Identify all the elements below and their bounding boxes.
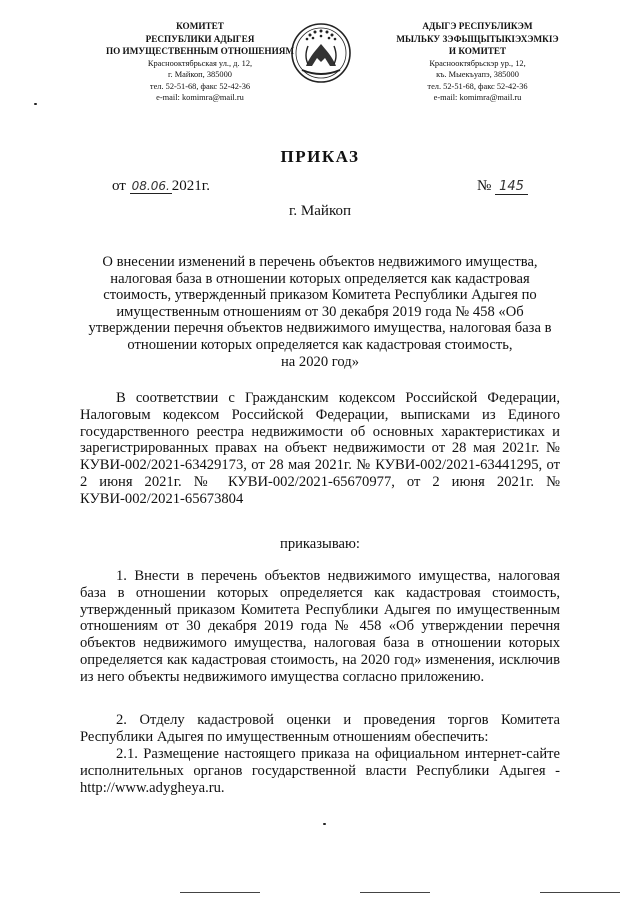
org-name-ady-line1: АДЫГЭ РЕСПУБЛИКЭМ [422, 21, 533, 31]
org-name-ady-line3: И КОМИТЕТ [448, 46, 507, 56]
item-2-1-paragraph [80, 746, 560, 796]
email-ru: e-mail: komimra@mail.ru [156, 93, 244, 102]
item-2-paragraph [80, 712, 560, 746]
address-ru-line2: г. Майкоп, 385000 [168, 70, 232, 79]
date-prefix: от [112, 178, 126, 194]
item-2-1-text: 2.1. Размещение настоящего приказа на официальном интернет-сайте исполнительных органов государственной власти Республики Адыгея - http://www.adygheya.ru. [80, 746, 560, 796]
scan-artifact-line [540, 892, 620, 893]
item-1-text: 1. Внести в перечень объектов недвижимого имущества, налоговая база в отношении которых определяется как кадастровая стоимость, утвержденный приказом Комитета Республики Адыгея по имущественным отношениям от 30 декабря 2019 года № 458 «Об утверждении перечня объектов недвижимого имущества, налоговая база в отношении которых определяется как кадастровая стоимость, на 2020 год» изменения, исключив из него объекты недвижимого имущества согласно приложению. [80, 568, 560, 685]
scan-artifact-line [360, 892, 430, 893]
header-right-block [375, 20, 580, 104]
scan-speck [34, 103, 37, 105]
document-number [477, 178, 528, 195]
header-left-block [95, 20, 305, 104]
document-subject [80, 254, 560, 370]
date-year: 2021г. [171, 178, 210, 194]
adygea-emblem-icon [290, 22, 352, 84]
org-name-ru-line3: ПО ИМУЩЕСТВЕННЫМ ОТНОШЕНИЯМ [105, 46, 295, 56]
document-date [112, 178, 210, 195]
org-name-ru-line2: РЕСПУБЛИКИ АДЫГЕЯ [145, 33, 255, 44]
subject-line: отношении которых определяется как кадастровая стоимость, [127, 336, 513, 353]
phone-ady: тел. 52-51-68, факс 52-42-36 [427, 81, 528, 91]
preamble-text: В соответствии с Гражданским кодексом Российской Федерации, Налоговым кодексом Российской Федерации, выписками из Единого государственного реестра недвижимости об основных характеристиках и зарегистрированных правах на объект недвижимости от 28 мая 2021г. № КУВИ-002/2021-63429173, от 28 мая 2021г. № КУВИ-002/2021-63441295, от 2 июня 2021г. № КУВИ-002/2021-65670977, от 2 июня 2021г. № КУВИ-002/2021-65673804 [80, 390, 560, 507]
order-word: приказываю: [280, 536, 360, 552]
subject-line: утверждении перечня объектов недвижимого имущества, налоговая база в [88, 320, 552, 337]
item-2-text: 2. Отделу кадастровой оценки и проведения торгов Комитета Республики Адыгея по имущественным отношениям обеспечить: [80, 712, 560, 745]
document-city: г. Майкоп [288, 203, 352, 219]
subject-line: О внесении изменений в перечень объектов недвижимого имущества, [102, 254, 538, 270]
subject-line: имущественным отношениям от 30 декабря 2019 года № 458 «Об [116, 303, 524, 320]
email-ady: e-mail: komimra@mail.ru [433, 93, 522, 102]
number-handwritten: 145 [495, 179, 528, 195]
number-sign: № [477, 178, 492, 194]
item-1-paragraph [80, 568, 560, 686]
phone-ru: тел. 52-51-68, факс 52-42-36 [149, 81, 251, 91]
scan-artifact-line [180, 892, 260, 893]
preamble-paragraph [80, 390, 560, 508]
scan-speck [323, 823, 326, 825]
org-name-ru-line1: КОМИТЕТ [176, 21, 224, 31]
subject-line: на 2020 год» [281, 353, 359, 370]
address-ady-line1: Краснооктябрьскэр ур., 12, [429, 58, 526, 68]
subject-line: стоимость, утвержденный приказом Комитета Республики Адыгея по [103, 287, 537, 304]
address-ady-line2: къ. Мыекъуапэ, 385000 [436, 70, 519, 79]
address-ru-line1: Краснооктябрьская ул., д. 12, [147, 58, 253, 68]
document-title: ПРИКАЗ [280, 147, 360, 166]
subject-line: налоговая база в отношении которых определяется как кадастровая [110, 270, 530, 287]
org-name-ady-line2: МЫЛЬКУ ЗЭФЫЩЫТЫКIЭХЭМКIЭ [396, 33, 559, 44]
date-handwritten: 08.06. [131, 179, 170, 193]
